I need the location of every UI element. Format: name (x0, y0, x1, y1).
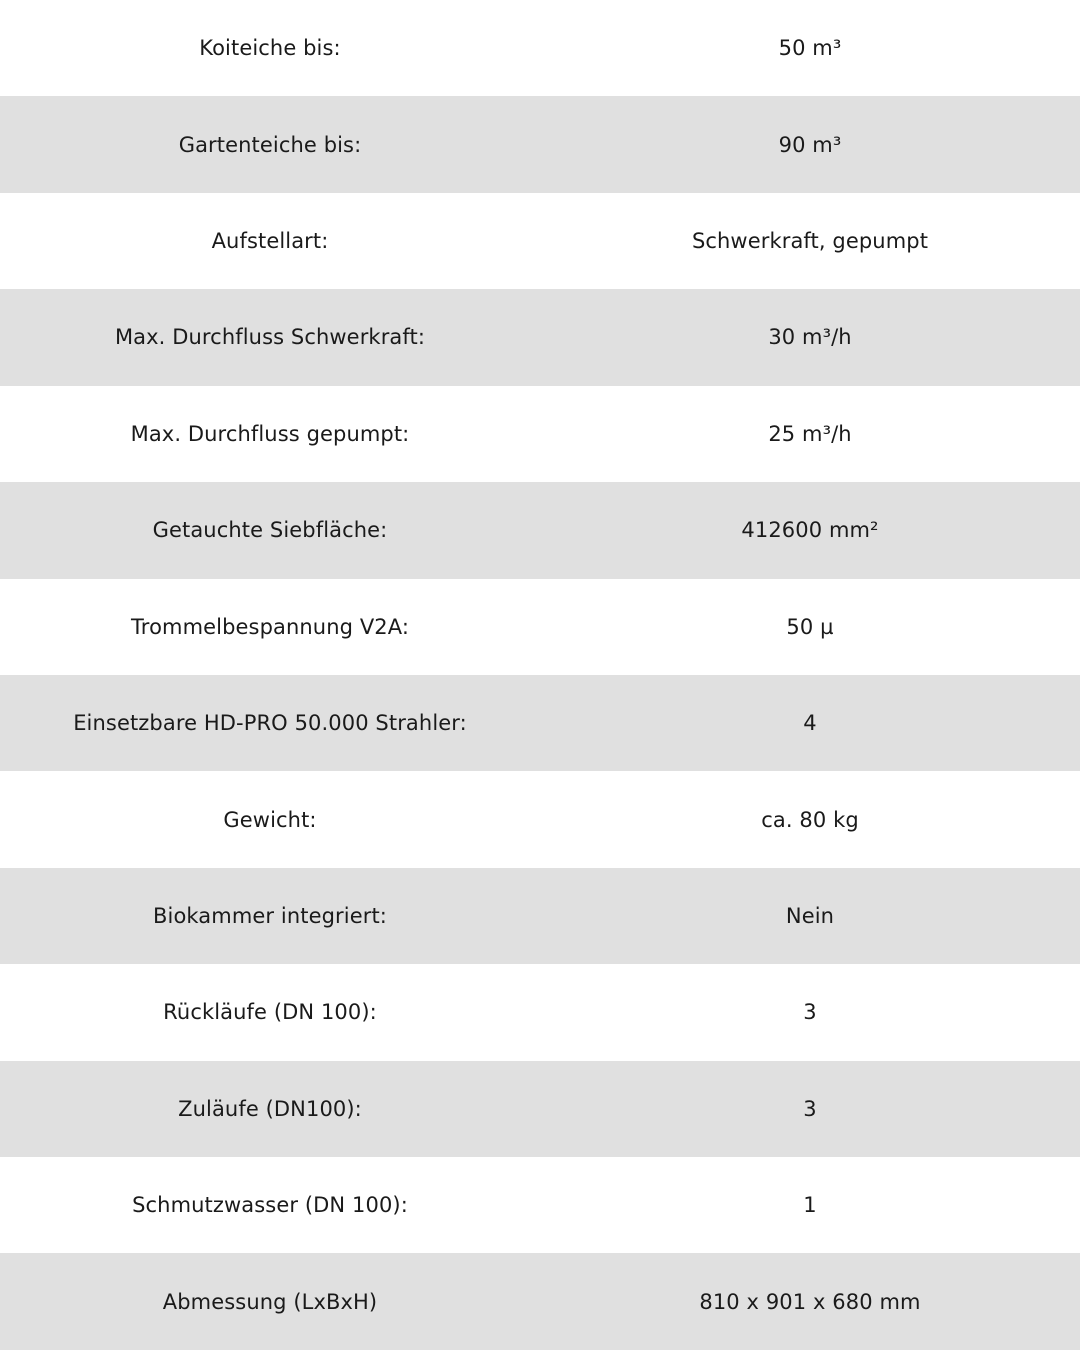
spec-value: 3 (803, 1000, 817, 1025)
spec-label: Einsetzbare HD-PRO 50.000 Strahler: (73, 711, 467, 736)
spec-value: Schwerkraft, gepumpt (691, 229, 929, 254)
spec-label: Max. Durchfluss gepumpt: (130, 421, 410, 446)
spec-label: Aufstellart: (211, 229, 329, 254)
spec-label: Zuläufe (DN100): (178, 1096, 362, 1121)
spec-row-abmessung (0, 1253, 1080, 1349)
spec-row-durchfluss-schwerkraft (0, 289, 1080, 385)
spec-row-trommelbespannung (0, 579, 1080, 675)
spec-row-gartenteiche (0, 96, 1080, 192)
spec-row-koiteiche (0, 0, 1080, 96)
spec-label: Max. Durchfluss Schwerkraft: (114, 325, 426, 350)
spec-label: Koiteiche bis: (199, 36, 341, 61)
spec-label: Gewicht: (223, 807, 317, 832)
spec-label: Abmessung (LxBxH) (162, 1289, 378, 1314)
spec-row-ruecklaeufe (0, 964, 1080, 1060)
spec-row-gewicht (0, 771, 1080, 867)
spec-value: Nein (785, 904, 835, 928)
spec-row-strahler (0, 675, 1080, 771)
spec-label: Biokammer integriert: (153, 904, 387, 928)
spec-value: 1 (803, 1193, 817, 1218)
spec-row-aufstellart (0, 193, 1080, 289)
spec-row-durchfluss-gepumpt (0, 386, 1080, 482)
spec-label: Trommelbespannung V2A: (130, 614, 410, 639)
spec-label: Gartenteiche bis: (178, 132, 362, 157)
spec-row-schmutzwasser (0, 1157, 1080, 1253)
spec-row-siebflaeche (0, 482, 1080, 578)
spec-value: 25 m³/h (768, 421, 852, 446)
spec-value: 412600 mm² (741, 518, 879, 543)
spec-value: 50 m³ (778, 36, 842, 61)
spec-label: Getauchte Siebfläche: (152, 518, 388, 543)
spec-value: 30 m³/h (768, 325, 852, 350)
spec-value: 4 (803, 711, 817, 736)
spec-row-biokammer (0, 868, 1080, 964)
spec-value: 3 (803, 1096, 817, 1121)
spec-row-zulaeufe (0, 1061, 1080, 1157)
spec-value: ca. 80 kg (761, 807, 859, 832)
spec-value: 50 µ (786, 614, 834, 639)
spec-value: 90 m³ (778, 132, 842, 157)
spec-label: Rückläufe (DN 100): (163, 1000, 377, 1025)
spec-label: Schmutzwasser (DN 100): (132, 1193, 408, 1218)
spec-value: 810 x 901 x 680 mm (699, 1289, 921, 1314)
